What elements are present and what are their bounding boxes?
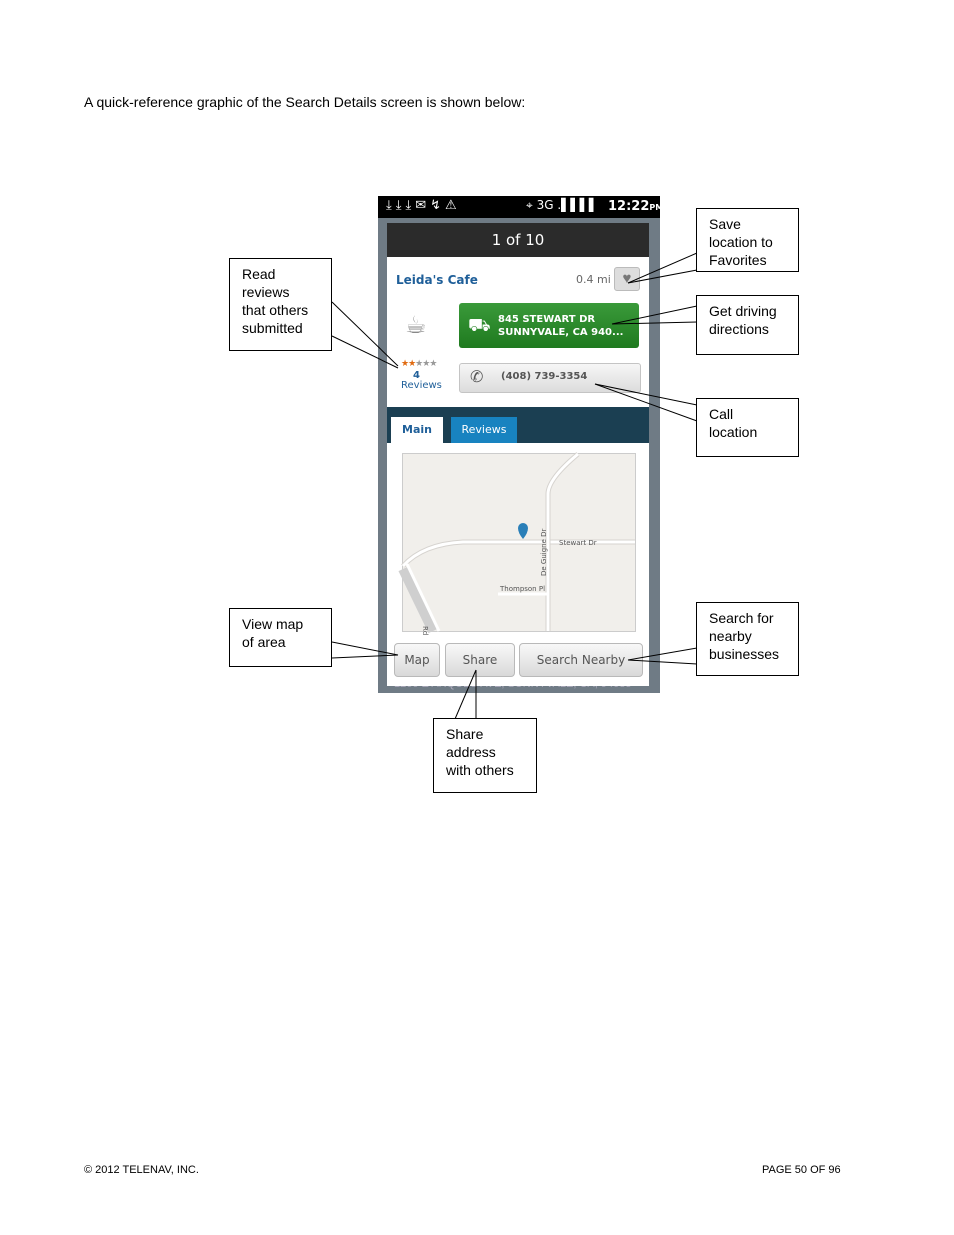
callout-line: address [446, 744, 496, 760]
phone-icon: ✆ [470, 367, 484, 386]
map-label-deguigne: De Guigne Dr [540, 528, 548, 576]
star-empty-icon: ★ [429, 359, 437, 369]
clock-time: 12:22 [608, 199, 650, 214]
footer-copyright: © 2012 TELENAV, INC. [84, 1164, 199, 1176]
phone-number: (408) 739-3354 [501, 371, 588, 382]
callout-view-map [229, 608, 332, 667]
callout-line: directions [709, 321, 769, 337]
star-filled-icon: ★ [401, 359, 409, 369]
signal-icons: ⌖ 3G .▌▌▌▌ [526, 198, 599, 212]
callout-line: of area [242, 634, 286, 650]
business-name: Leida's Cafe [396, 273, 478, 287]
intro-text: A quick-reference graphic of the Search Details screen is shown below: [84, 94, 526, 110]
callout-line: Share [446, 726, 484, 742]
clock-ampm: PM [649, 203, 664, 212]
map-label-stewart: Stewart Dr [559, 539, 597, 547]
callout-line: Call [709, 406, 734, 422]
callout-line: Search for [709, 610, 774, 626]
callout-share-address [433, 718, 537, 793]
map-label-thompson: Thompson Pl [500, 585, 546, 593]
callout-line: Save [709, 216, 741, 232]
callout-call-location [696, 398, 799, 457]
callout-line: nearby [709, 628, 752, 644]
star-filled-icon: ★ [408, 359, 416, 369]
star-empty-icon: ★ [415, 359, 423, 369]
callout-driving-directions [696, 295, 799, 355]
callout-line: that others [242, 302, 309, 318]
map-label-rd: Rd [421, 626, 429, 636]
address-line-2: SUNNYVALE, CA 940... [498, 327, 624, 338]
share-button[interactable]: Share [445, 643, 515, 677]
distance: 0.4 mi [576, 273, 611, 286]
result-counter: 1 of 10 [387, 223, 649, 257]
reviews-link[interactable]: Reviews [401, 380, 442, 391]
notification-icons: ⤓⤓⤓✉↯⚠ [386, 198, 461, 213]
callout-search-nearby [696, 602, 799, 676]
callout-line: with others [446, 762, 514, 778]
heart-icon: ♥ [622, 270, 632, 287]
callout-line: Get driving [709, 303, 777, 319]
tab-reviews[interactable]: Reviews [451, 417, 517, 443]
callout-line: Favorites [709, 252, 767, 268]
callout-line: location [709, 424, 758, 440]
callout-line: Read [242, 266, 276, 282]
address-line-1: 845 STEWART DR [498, 314, 596, 325]
star-empty-icon: ★ [422, 359, 430, 369]
footer-page-number: PAGE 50 OF 96 [762, 1164, 841, 1176]
callout-line: submitted [242, 320, 303, 336]
callout-line: reviews [242, 284, 290, 300]
search-nearby-button[interactable]: Search Nearby [519, 643, 643, 677]
cafe-category-icon: ☕ [405, 311, 427, 339]
tab-main[interactable]: Main [391, 417, 443, 443]
callout-line: View map [242, 616, 304, 632]
callout-line: location to [709, 234, 773, 250]
callout-line: businesses [709, 646, 780, 662]
callout-save-favorites [696, 208, 799, 272]
reviews-count[interactable]: 4 [413, 370, 420, 381]
map-button[interactable]: Map [394, 643, 440, 677]
callout-read-reviews [229, 258, 332, 351]
car-icon: ⛟ [468, 315, 491, 336]
